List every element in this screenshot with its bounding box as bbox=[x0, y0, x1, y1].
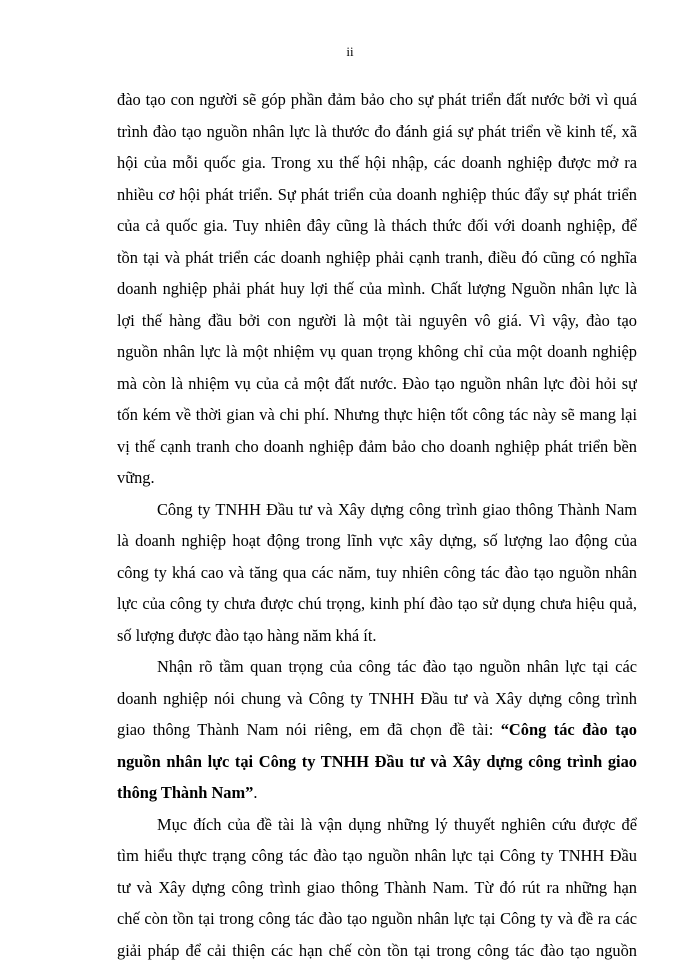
text-line bbox=[117, 557, 637, 589]
text-line bbox=[117, 494, 637, 526]
bold-text-segment: thông Thành Nam” bbox=[117, 783, 253, 802]
text-segment: doanh nghiệp phải phát huy lợi thế của mình. Chất lượng Nguồn nhân lực là bbox=[117, 279, 637, 298]
text-line bbox=[117, 588, 637, 620]
text-line bbox=[117, 210, 637, 242]
text-line bbox=[117, 525, 637, 557]
text-segment: nguồn nhân lực là một nhiệm vụ quan trọng không chỉ của một doanh nghiệp bbox=[117, 342, 637, 361]
text-line bbox=[117, 683, 637, 715]
text-line bbox=[117, 809, 637, 841]
text-segment: là doanh nghiệp hoạt động trong lĩnh vực xây dựng, số lượng lao động của bbox=[117, 531, 637, 550]
text-segment: Mục đích của đề tài là vận dụng những lý thuyết nghiên cứu được để bbox=[157, 815, 637, 834]
text-segment: tìm hiểu thực trạng công tác đào tạo nguồn nhân lực tại Công ty TNHH Đầu bbox=[117, 846, 637, 865]
text-line bbox=[117, 872, 637, 904]
text-line bbox=[117, 746, 637, 778]
text-line bbox=[117, 462, 637, 494]
text-segment: đào tạo con người sẽ góp phần đảm bảo cho sự phát triển đất nước bởi vì quá bbox=[117, 90, 637, 109]
text-segment: vững. bbox=[117, 468, 155, 487]
text-segment: tồn tại và phát triển các doanh nghiệp phải cạnh tranh, điều đó cũng có nghĩa bbox=[117, 248, 637, 267]
text-line bbox=[117, 651, 637, 683]
text-segment: lợi thế hàng đầu bởi con người là một tài nguyên vô giá. Vì vậy, đào tạo bbox=[117, 311, 637, 330]
text-segment: chế còn tồn tại trong công tác đào tạo nguồn nhân lực tại Công ty và đề ra các bbox=[117, 909, 637, 928]
text-line bbox=[117, 116, 637, 148]
text-segment: trình đào tạo nguồn nhân lực là thước đo đánh giá sự phát triển về kinh tế, xã bbox=[117, 122, 637, 141]
text-segment: công ty khá cao và tăng qua các năm, tuy nhiên công tác đào tạo nguồn nhân bbox=[117, 563, 637, 582]
text-segment: nhiều cơ hội phát triển. Sự phát triển của doanh nghiệp thúc đẩy sự phát triển bbox=[117, 185, 637, 204]
bold-text-segment: nguồn nhân lực tại Công ty TNHH Đầu tư và Xây dựng công trình giao bbox=[117, 752, 637, 771]
text-segment: của cả quốc gia. Tuy nhiên đây cũng là thách thức đối với doanh nghiệp, để bbox=[117, 216, 637, 235]
text-line bbox=[117, 336, 637, 368]
text-line bbox=[117, 273, 637, 305]
text-segment: hội của mỗi quốc gia. Trong xu thế hội nhập, các doanh nghiệp được mở ra bbox=[117, 153, 637, 172]
body-text bbox=[117, 84, 637, 966]
text-segment: doanh nghiệp nói chung và Công ty TNHH Đầu tư và Xây dựng công trình bbox=[117, 689, 637, 708]
text-line bbox=[117, 935, 637, 966]
text-line bbox=[117, 714, 637, 746]
text-line bbox=[117, 840, 637, 872]
text-line bbox=[117, 368, 637, 400]
text-line bbox=[117, 431, 637, 463]
text-segment: tư và Xây dựng công trình giao thông Thành Nam. Từ đó rút ra những hạn bbox=[117, 878, 637, 897]
text-segment: Nhận rõ tầm quan trọng của công tác đào tạo nguồn nhân lực tại các bbox=[157, 657, 637, 676]
text-segment: tốn kém về thời gian và chi phí. Nhưng thực hiện tốt công tác này sẽ mang lại bbox=[117, 405, 637, 424]
text-segment: lực của công ty chưa được chú trọng, kinh phí đào tạo sử dụng chưa hiệu quả, bbox=[117, 594, 637, 613]
text-segment: giao thông Thành Nam nói riêng, em đã chọn đề tài: bbox=[117, 720, 501, 739]
text-line bbox=[117, 305, 637, 337]
text-line bbox=[117, 179, 637, 211]
text-line bbox=[117, 399, 637, 431]
text-line bbox=[117, 147, 637, 179]
text-segment: số lượng được đào tạo hàng năm khá ít. bbox=[117, 626, 377, 645]
text-line bbox=[117, 777, 637, 809]
text-segment: Công ty TNHH Đầu tư và Xây dựng công trình giao thông Thành Nam bbox=[157, 500, 637, 519]
text-segment: mà còn là nhiệm vụ của cả một đất nước. Đào tạo nguồn nhân lực đòi hỏi sự bbox=[117, 374, 637, 393]
text-line bbox=[117, 620, 637, 652]
page-number: ii bbox=[0, 44, 700, 60]
text-line bbox=[117, 242, 637, 274]
text-segment: giải pháp để cải thiện các hạn chế còn tồn tại trong công tác đào tạo nguồn bbox=[117, 941, 637, 960]
text-segment: . bbox=[253, 783, 257, 802]
text-line bbox=[117, 84, 637, 116]
text-segment: vị thế cạnh tranh cho doanh nghiệp đảm bảo cho doanh nghiệp phát triển bền bbox=[117, 437, 637, 456]
text-line bbox=[117, 903, 637, 935]
bold-text-segment: “Công tác đào tạo bbox=[501, 720, 637, 739]
